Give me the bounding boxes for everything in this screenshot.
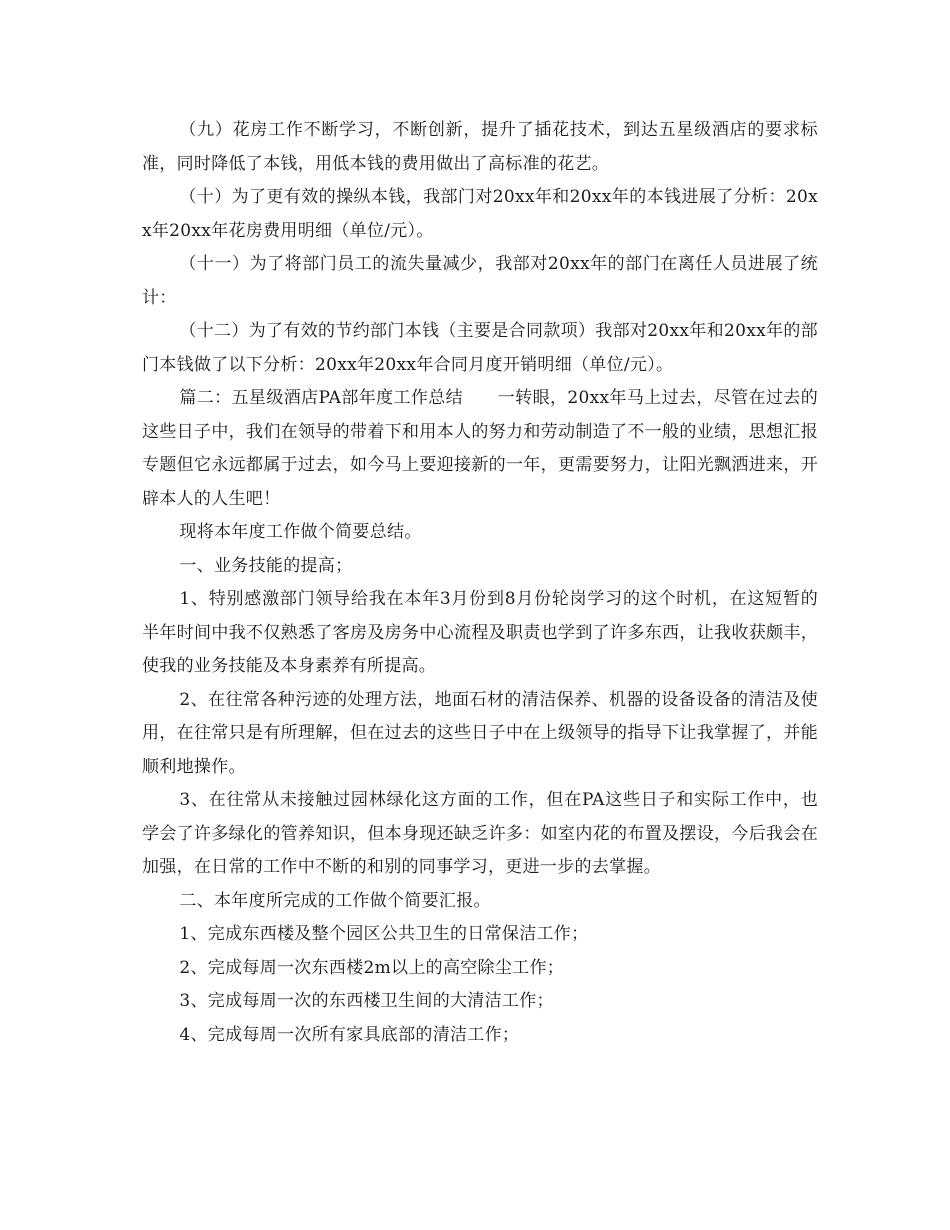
section-heading-skills: 一、业务技能的提高； (179, 555, 353, 576)
paragraph-eleven: （十一）为了将部门员工的流失量减少，我部对20xx年的部门在离任人员进展了统计： (142, 254, 818, 308)
paragraph-twelve: （十二）为了有效的节约部门本钱（主要是合同款项）我部对20xx年和20xx年的部门本钱做了以下分析：20xx年20xx年合同月度开销明细（单位/元）。 (142, 321, 818, 375)
paragraph-ten: （十）为了更有效的操纵本钱，我部门对20xx年和20xx年的本钱进展了分析：20xx年20xx年花房费用明细（单位/元）。 (142, 187, 818, 241)
list-item-work-2: 2、完成每周一次东西楼2m以上的高空除尘工作； (179, 957, 565, 978)
paragraph-skill-1: 1、特别感激部门领导给我在本年3月份到8月份轮岗学习的这个时机，在这短暂的半年时间中我不仅熟悉了客房及房务中心流程及职责也学到了许多东西，让我收获颇丰，使我的业务技能及本身素养有所提高。 (142, 589, 818, 676)
paragraph-part-two-intro: 篇二：五星级酒店PA部年度工作总结 一转眼，20xx年马上过去，尽管在过去的这些日子中，我们在领导的带着下和用本人的努力和劳动制造了不一般的业绩，思想汇报专题但它永远都属于过去，如今马上要迎接新的一年，更需要努力，让阳光飘洒进来，开辟本人的人生吧！ (142, 388, 818, 509)
paragraph-skill-3: 3、在往常从未接触过园林绿化这方面的工作，但在PA这些日子和实际工作中，也学会了许多绿化的管养知识，但本身现还缺乏许多：如室内花的布置及摆设，今后我会在加强，在日常的工作中不断的和别的同事学习，更进一步的去掌握。 (142, 790, 818, 877)
section-heading-work-report: 二、本年度所完成的工作做个简要汇报。 (179, 890, 491, 911)
list-item-work-3: 3、完成每周一次的东西楼卫生间的大清洁工作； (179, 991, 554, 1011)
list-item-work-4: 4、完成每周一次所有家具底部的清洁工作； (179, 1024, 520, 1045)
paragraph-summary-intro: 现将本年度工作做个简要总结。 (179, 522, 422, 542)
paragraph-nine: （九）花房工作不断学习，不断创新，提升了插花技术，到达五星级酒店的要求标准，同时降低了本钱，用低本钱的费用做出了高标准的花艺。 (142, 120, 818, 174)
paragraph-skill-2: 2、在往常各种污迹的处理方法，地面石材的清洁保养、机器的设备设备的清洁及使用，在往常只是有所理解，但在过去的这些日子中在上级领导的指导下让我掌握了，并能顺利地操作。 (142, 689, 818, 777)
list-item-work-1: 1、完成东西楼及整个园区公共卫生的日常保洁工作； (179, 924, 589, 944)
document-body (142, 114, 818, 1052)
